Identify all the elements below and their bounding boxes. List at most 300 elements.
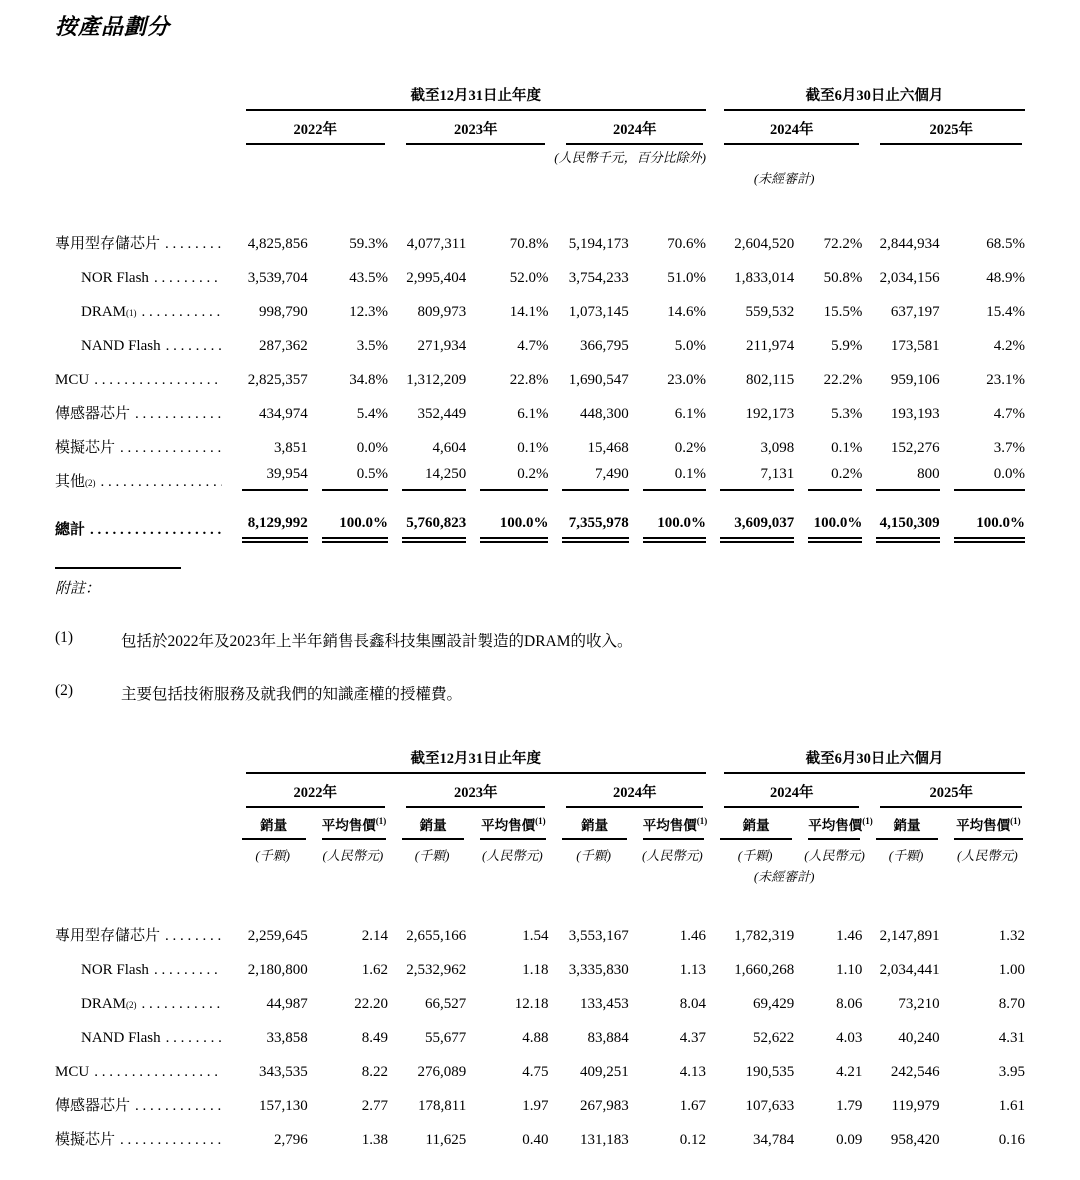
row-label: [55, 338, 228, 355]
year-header-cell: [228, 774, 388, 808]
table-cell: 15.5%: [823, 303, 863, 320]
row-label-cell: [55, 287, 228, 321]
table-cell: 70.8%: [509, 235, 549, 252]
table-cell: 1.18: [522, 961, 549, 978]
table-cell: 637,197: [890, 303, 940, 320]
table-cell: 68.5%: [986, 235, 1025, 252]
group-header-label: 截至12月31日止年度: [246, 751, 706, 774]
table-cell: 1.13: [679, 961, 706, 978]
table-cell: 3.5%: [356, 337, 388, 354]
table-cell: [794, 491, 862, 539]
table-cell: 2,259,645: [247, 927, 308, 944]
qty-column-header: 銷量: [562, 818, 626, 840]
group-header-label: 截至12月31日止年度: [246, 88, 706, 111]
table-cell: 6.1%: [517, 405, 549, 422]
spacer-cell: [228, 864, 706, 885]
table-cell: 0.1%: [831, 439, 863, 456]
table-cell: 3.95: [998, 1063, 1025, 1080]
spacer-cell: [55, 85, 228, 111]
table-cell: 4.31: [998, 1029, 1025, 1046]
spacer-row: [55, 885, 1025, 911]
asp-label: 平均售價: [808, 818, 863, 834]
cell-value: 7,131: [720, 466, 794, 491]
unit-note-cell: [548, 145, 705, 166]
qty-column-header: 銷量: [402, 818, 464, 840]
asp-column-header: [954, 818, 1023, 840]
table-cell: 0.09: [836, 1131, 863, 1148]
unit-cell: [308, 840, 388, 864]
unaudited-note-cell: [706, 864, 862, 885]
total-value: 100.0%: [954, 515, 1025, 539]
table-cell: [308, 491, 388, 539]
dot-leader: [135, 1098, 222, 1115]
row-label: [55, 270, 228, 287]
table-cell: [794, 457, 862, 491]
table-row: [55, 253, 1025, 287]
table-cell: [548, 457, 628, 491]
table-cell: 8.70: [998, 995, 1025, 1012]
table-cell: 0.40: [522, 1131, 549, 1148]
table-row: [55, 1047, 1025, 1081]
table-row: [55, 1115, 1025, 1149]
total-value: 8,129,992: [242, 515, 308, 539]
table-cell: 2,655,166: [406, 927, 467, 944]
row-label-text: DRAM: [81, 995, 127, 1012]
footnote-marker: (1): [535, 816, 546, 827]
table-cell: 5,194,173: [568, 235, 629, 252]
table-cell: 2,034,156: [879, 269, 940, 286]
group-header-label: 截至6月30日止六個月: [724, 88, 1025, 111]
table-cell: 4.2%: [993, 337, 1025, 354]
table-row: [55, 979, 1025, 1013]
spacer-cell: [55, 748, 228, 774]
year-header-label: 2024年: [724, 122, 859, 145]
table-cell: 70.6%: [667, 235, 706, 252]
table-cell: 998,790: [259, 303, 308, 320]
table-cell: 1.10: [836, 961, 863, 978]
row-label: [55, 1064, 228, 1081]
footnotes-section: [55, 567, 1025, 704]
table-cell: 1.00: [998, 961, 1025, 978]
dot-leader: [154, 962, 222, 979]
page-title: 按產品劃分: [55, 14, 171, 39]
asp-column-header: [808, 816, 873, 840]
table-cell: 178,811: [418, 1097, 467, 1114]
spacer-cell: [862, 864, 1025, 885]
table-cell: [862, 491, 939, 539]
qty-column-header: 銷量: [876, 818, 937, 840]
spacer-cell: [55, 808, 228, 840]
asp-column-header: [480, 818, 546, 840]
table-cell: 0.2%: [674, 439, 706, 456]
spacer-cell: [55, 166, 228, 187]
unaudited-note-row: [55, 864, 1025, 885]
table-cell: 3,098: [760, 439, 795, 456]
table-cell: 152,276: [890, 439, 940, 456]
table-cell: 366,795: [579, 337, 629, 354]
cell-value: 0.1%: [643, 466, 706, 491]
unit-cell: [466, 840, 548, 864]
table-cell: 4,604: [432, 439, 467, 456]
table-cell: 1.67: [679, 1097, 706, 1114]
table-cell: 44,987: [266, 995, 308, 1012]
group-header-cell: [706, 85, 1025, 111]
row-label-text: MCU: [55, 1063, 90, 1080]
year-header-label: 2024年: [566, 122, 702, 145]
table-cell: 12.18: [514, 995, 549, 1012]
table-row: [55, 287, 1025, 321]
row-label-text: MCU: [55, 371, 90, 388]
table-cell: 959,106: [890, 371, 940, 388]
subheader-cell: [706, 808, 794, 840]
unit-note: (人民幣千元，百分比除外): [554, 150, 706, 166]
note-item: [55, 629, 1025, 651]
table-cell: 22.20: [354, 995, 388, 1012]
asp-label: 平均售價: [956, 818, 1011, 834]
spacer-cell: [228, 145, 549, 166]
row-label-cell: [55, 945, 228, 979]
row-label-text: 傳感器芯片: [55, 405, 131, 422]
table-cell: 0.12: [679, 1131, 706, 1148]
unit-row: [55, 840, 1025, 864]
dot-leader: [142, 996, 222, 1013]
group-header-cell: [706, 748, 1025, 774]
asp-label: 平均售價: [481, 818, 536, 834]
footnote-marker: (1): [375, 816, 387, 827]
total-value: 5,760,823: [402, 515, 466, 539]
row-label: [55, 1132, 228, 1149]
table-cell: [466, 457, 548, 491]
table-cell: 1,073,145: [568, 303, 629, 320]
table-cell: 8.06: [836, 995, 863, 1012]
table-cell: 2,995,404: [406, 269, 467, 286]
table-cell: 12.3%: [349, 303, 388, 320]
table-cell: 559,532: [745, 303, 795, 320]
table-cell: 1,782,319: [734, 927, 795, 944]
row-label: [55, 372, 228, 389]
table-cell: 8.49: [361, 1029, 388, 1046]
table-row: [55, 1013, 1025, 1047]
table-cell: 59.3%: [349, 235, 388, 252]
table-cell: 4.03: [836, 1029, 863, 1046]
table-cell: 1.54: [522, 927, 549, 944]
row-label-cell: [55, 1047, 228, 1081]
row-label-cell: [55, 219, 228, 253]
asp-unit-note: (人民幣元): [956, 848, 1018, 864]
table-cell: 434,974: [259, 405, 308, 422]
footnote-marker: (1): [1010, 816, 1021, 827]
table-cell: 287,362: [259, 337, 308, 354]
table-cell: 4.7%: [517, 337, 549, 354]
unit-cell: [794, 840, 865, 864]
row-label-text: 總計: [55, 521, 86, 538]
second-table-wrapper: [55, 748, 1025, 1149]
table-cell: 15,468: [587, 439, 629, 456]
row-label-cell: [55, 979, 228, 1013]
row-label-text: 模擬芯片: [55, 1131, 116, 1148]
note-text: 主要包括技術服務及就我們的知識產權的授權費。: [121, 686, 463, 703]
table-cell: 409,251: [579, 1063, 629, 1080]
table-cell: 4.37: [679, 1029, 706, 1046]
table-cell: 1,690,547: [568, 371, 629, 388]
spacer-cell: [55, 145, 228, 166]
row-label-cell: [55, 911, 228, 945]
table-cell: 4.7%: [993, 405, 1025, 422]
table-cell: [629, 491, 706, 539]
row-label: [55, 962, 228, 979]
table-cell: 2,825,357: [247, 371, 308, 388]
subheader-cell: [308, 808, 388, 840]
table-cell: 4,077,311: [406, 235, 467, 252]
asp-label: 平均售價: [321, 818, 376, 834]
table-cell: 1.46: [679, 927, 706, 944]
revenue-by-product-table: [55, 85, 1025, 539]
table-cell: 2.14: [361, 927, 388, 944]
table-cell: 2,604,520: [734, 235, 795, 252]
table-cell: 40,240: [898, 1029, 940, 1046]
table-cell: 2,180,800: [247, 961, 308, 978]
table-cell: 133,453: [579, 995, 629, 1012]
total-value: 100.0%: [480, 515, 548, 539]
table-cell: 23.0%: [667, 371, 706, 388]
table-cell: 0.1%: [517, 439, 549, 456]
row-label-cell: [55, 389, 228, 423]
note-number: (1): [55, 629, 74, 646]
dot-leader: [142, 304, 222, 321]
table-cell: 73,210: [898, 995, 940, 1012]
row-label: [55, 1030, 228, 1047]
table-cell: 0.0%: [356, 439, 388, 456]
cell-value: 39,954: [242, 466, 308, 491]
table-cell: 1.61: [998, 1097, 1025, 1114]
table-cell: 131,183: [579, 1131, 629, 1148]
dot-leader: [120, 440, 222, 457]
total-value: 100.0%: [643, 515, 706, 539]
year-header-cell: [228, 111, 388, 145]
table-cell: 1,312,209: [406, 371, 467, 388]
spacer-cell: [862, 166, 1025, 187]
row-label-cell: [55, 423, 228, 457]
asp-unit-note: (人民幣元): [642, 848, 703, 864]
table-cell: [706, 491, 794, 539]
row-label-text: NAND Flash: [81, 337, 161, 354]
year-header-cell: [862, 111, 1025, 145]
subheader-cell: [228, 808, 308, 840]
unaudited-note: (未經審計): [753, 171, 815, 187]
table-cell: 6.1%: [674, 405, 706, 422]
table-cell: [940, 457, 1025, 491]
table-cell: 4.21: [836, 1063, 863, 1080]
subheader-cell: [466, 808, 548, 840]
table-cell: 2,844,934: [879, 235, 940, 252]
note-item: [55, 682, 1025, 704]
unit-cell: [228, 840, 308, 864]
total-value: 3,609,037: [720, 515, 794, 539]
subheader-cell: [940, 808, 1025, 840]
table-cell: 34.8%: [349, 371, 388, 388]
table-cell: 2.77: [361, 1097, 388, 1114]
spacer-row: [55, 187, 1025, 219]
row-label: [55, 1098, 228, 1115]
table-cell: 1.32: [998, 927, 1025, 944]
table-cell: 4.13: [679, 1063, 706, 1080]
table-cell: 3.7%: [993, 439, 1025, 456]
total-value: 4,150,309: [876, 515, 939, 539]
table-row: [55, 389, 1025, 423]
table-cell: 48.9%: [986, 269, 1025, 286]
cell-value: 0.0%: [954, 466, 1025, 491]
spacer-cell: [55, 885, 1025, 911]
unaudited-note-row: [55, 166, 1025, 187]
asp-unit-note: (人民幣元): [804, 848, 865, 864]
row-label-cell: [55, 1081, 228, 1115]
row-label: [55, 236, 228, 253]
row-label-cell: [55, 253, 228, 287]
row-label-text: NOR Flash: [81, 961, 149, 978]
qty-column-header: 銷量: [242, 818, 306, 840]
spacer-cell: [55, 187, 1025, 219]
asp-unit-note: (人民幣元): [482, 848, 543, 864]
year-header-row: [55, 111, 1025, 145]
dot-leader: [120, 1132, 222, 1149]
note-text: 包括於2022年及2023年上半年銷售長鑫科技集團設計製造的DRAM的收入。: [121, 633, 633, 650]
row-label-text: NOR Flash: [81, 269, 149, 286]
row-label: [55, 522, 228, 539]
table-cell: [706, 457, 794, 491]
table-cell: 802,115: [746, 371, 795, 388]
table-cell: 242,546: [890, 1063, 940, 1080]
group-header-cell: [228, 85, 706, 111]
subheader-cell: [794, 808, 873, 840]
table-row: [55, 219, 1025, 253]
table-cell: 157,130: [259, 1097, 308, 1114]
table-cell: 22.8%: [509, 371, 549, 388]
table-cell: 1.46: [836, 927, 863, 944]
year-header-row: [55, 774, 1025, 808]
table-cell: 22.2%: [823, 371, 863, 388]
row-label: DRAM (1) . . .: [55, 304, 228, 321]
row-label-cell: [55, 457, 228, 491]
unit-cell: [862, 840, 939, 864]
table-row: [55, 355, 1025, 389]
subheader-cell: [862, 808, 939, 840]
qty-unit-note: (千顆): [255, 848, 290, 864]
table-cell: 211,974: [746, 337, 795, 354]
row-label-cell: [55, 355, 228, 389]
dot-leader: [90, 522, 222, 539]
total-value: 7,355,978: [562, 515, 628, 539]
subheader-cell: [548, 808, 628, 840]
table-row: [55, 457, 1025, 491]
year-header-label: 2025年: [880, 785, 1022, 808]
subheader-cell: [629, 808, 706, 840]
table-cell: 1.62: [361, 961, 388, 978]
table-cell: 55,677: [424, 1029, 467, 1046]
unaudited-note-cell: [706, 166, 862, 187]
table-cell: 3,539,704: [247, 269, 308, 286]
spacer-cell: [55, 840, 228, 864]
table-cell: [548, 491, 628, 539]
table-row: [55, 491, 1025, 539]
table-row: [55, 321, 1025, 355]
row-label-text: 專用型存儲芯片: [55, 235, 161, 252]
table-cell: 809,973: [417, 303, 467, 320]
table-row: [55, 945, 1025, 979]
table-cell: 4,825,856: [247, 235, 308, 252]
table-cell: 66,527: [424, 995, 467, 1012]
total-value: 100.0%: [322, 515, 388, 539]
spacer-cell: [706, 145, 1025, 166]
qty-unit-note: (千顆): [414, 848, 450, 864]
row-label-cell: [55, 1013, 228, 1047]
table-cell: 1,833,014: [734, 269, 795, 286]
table-cell: 119,979: [891, 1097, 940, 1114]
table-cell: 2,532,962: [406, 961, 467, 978]
table-cell: 4.75: [522, 1063, 549, 1080]
unit-cell: [388, 840, 466, 864]
group-header-cell: [228, 748, 706, 774]
row-label-text: 傳感器芯片: [55, 1097, 131, 1114]
year-header-cell: [548, 111, 705, 145]
subheader-cell: [388, 808, 466, 840]
qty-unit-note: (千顆): [576, 848, 611, 864]
dot-leader: [166, 338, 222, 355]
table-cell: 5.4%: [356, 405, 388, 422]
table-cell: [466, 491, 548, 539]
table-cell: 173,581: [890, 337, 940, 354]
table-cell: 3,851: [274, 439, 308, 456]
table-row: [55, 423, 1025, 457]
sales-volume-asp-table: [55, 748, 1025, 1149]
note-number: (2): [55, 682, 74, 699]
dot-leader: [101, 474, 222, 491]
cell-value: 0.2%: [808, 466, 862, 491]
table-cell: 343,535: [259, 1063, 308, 1080]
dot-leader: [166, 1030, 222, 1047]
notes-heading: 附註：: [55, 581, 101, 597]
year-header-label: 2023年: [406, 785, 545, 808]
footnote-marker: (1): [862, 816, 873, 827]
table-cell: 1,660,268: [734, 961, 795, 978]
table-cell: 267,983: [579, 1097, 629, 1114]
row-label-cell: [55, 491, 228, 539]
row-label: DRAM (2) . . .: [55, 996, 228, 1013]
qty-unit-note: (千顆): [888, 848, 924, 864]
table-cell: 1.38: [361, 1131, 388, 1148]
table-cell: 23.1%: [986, 371, 1025, 388]
table-cell: 8.22: [361, 1063, 388, 1080]
table-cell: 4.88: [522, 1029, 549, 1046]
table-cell: 2,796: [274, 1131, 308, 1148]
row-label: 其他 (2) . . .: [55, 474, 228, 491]
table-cell: [228, 457, 308, 491]
table-cell: 3,553,167: [568, 927, 629, 944]
total-value: 100.0%: [808, 515, 862, 539]
dot-leader: [165, 236, 222, 253]
unaudited-note: (未經審計): [753, 869, 815, 885]
table-cell: 271,934: [417, 337, 467, 354]
year-header-cell: [706, 111, 862, 145]
table-cell: 1.79: [836, 1097, 863, 1114]
unit-cell: [548, 840, 628, 864]
table-cell: 448,300: [579, 405, 629, 422]
cell-value: 7,490: [562, 466, 628, 491]
spacer-cell: [55, 111, 228, 145]
row-label: [55, 928, 228, 945]
dot-leader: [94, 1064, 221, 1081]
unit-cell: [940, 840, 1025, 864]
dot-leader: [94, 372, 221, 389]
